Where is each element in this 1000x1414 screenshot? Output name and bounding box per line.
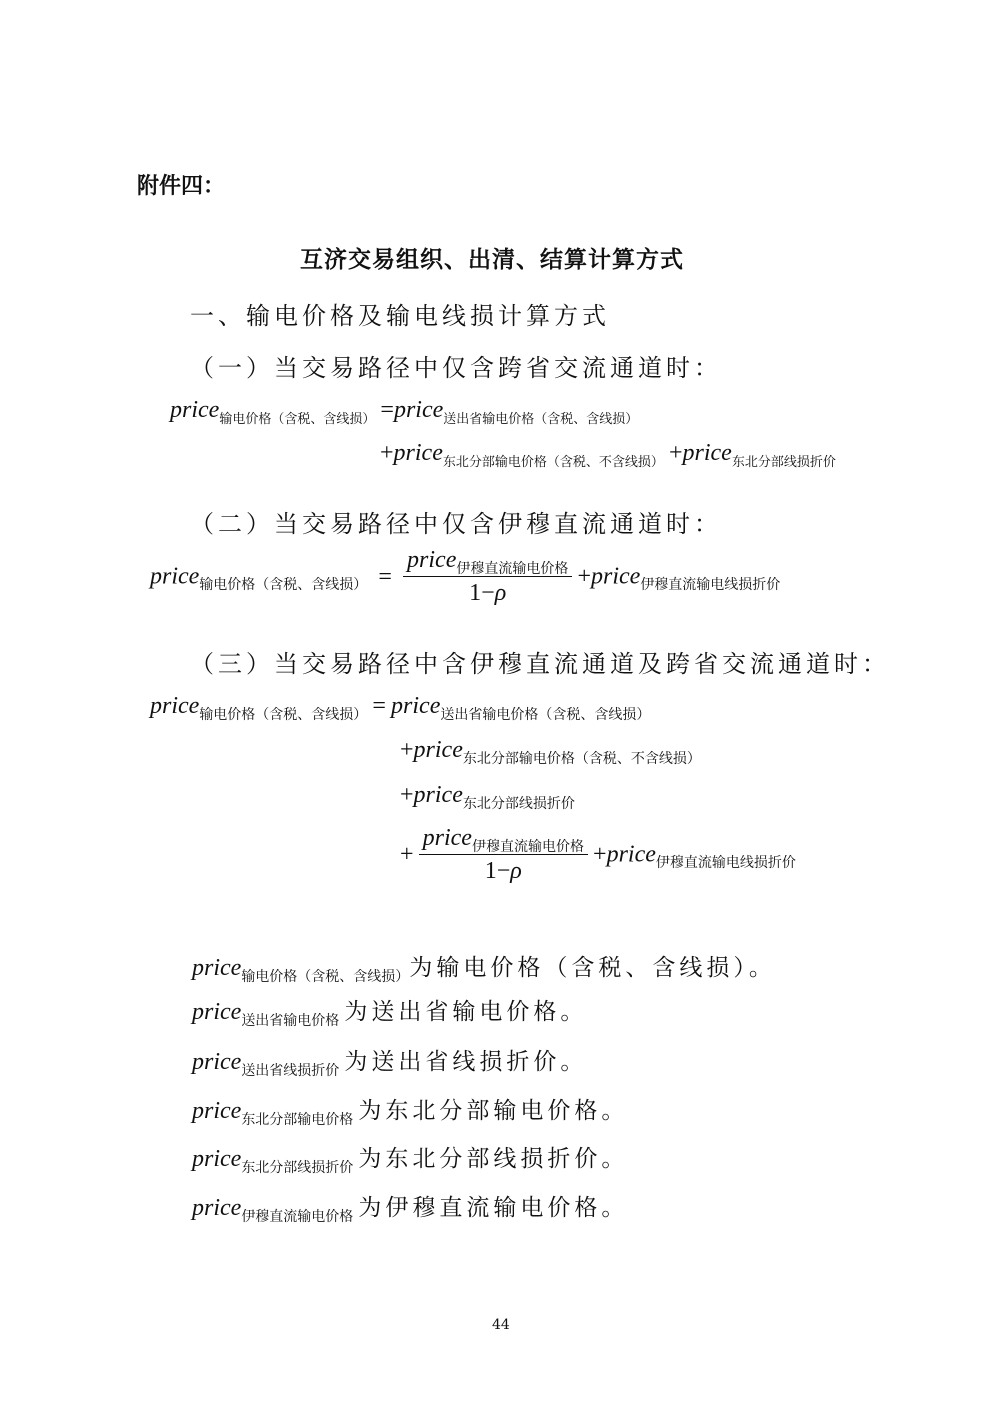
price-symbol: price bbox=[192, 1098, 242, 1124]
fraction bbox=[403, 548, 572, 605]
denominator-rho: ρ bbox=[494, 580, 507, 606]
definition-3 bbox=[192, 1049, 588, 1079]
subscript: 送出省线损折价 bbox=[241, 1063, 340, 1079]
document-title: 互济交易组织、出清、结算计算方式 bbox=[300, 247, 684, 273]
definition-text: 为送出省输电价格。 bbox=[344, 999, 588, 1025]
price-symbol: price bbox=[150, 563, 200, 590]
plus-sign: + bbox=[400, 737, 414, 763]
subscript: 输电价格（含税、含线损） bbox=[199, 576, 368, 593]
subscript: 伊穆直流输电线损折价 bbox=[655, 854, 796, 871]
denominator-minus: − bbox=[496, 858, 511, 884]
subscript: 送出省输电价格（含税、含线损） bbox=[440, 707, 651, 723]
price-symbol: price bbox=[413, 782, 463, 808]
plus-sign: + bbox=[593, 841, 607, 868]
formula-1-line-2 bbox=[380, 440, 836, 470]
subscript: 伊穆直流输电线损折价 bbox=[640, 576, 781, 593]
subscript: 东北分部输电价格（含税、不含线损） bbox=[442, 455, 664, 470]
equals-sign: = bbox=[378, 563, 392, 590]
subscript: 送出省输电价格 bbox=[241, 1013, 340, 1029]
definition-6 bbox=[192, 1195, 629, 1225]
formula-3-line-4 bbox=[400, 826, 796, 883]
price-symbol: price bbox=[606, 841, 656, 868]
subscript: 输电价格（含税、含线损） bbox=[241, 969, 410, 985]
formula-1-line-1 bbox=[170, 397, 639, 427]
price-symbol: price bbox=[591, 563, 641, 590]
definition-1 bbox=[192, 955, 776, 985]
subscript: 伊穆直流输电价格 bbox=[471, 839, 584, 855]
definition-text: 为输电价格（含税、含线损）。 bbox=[409, 955, 776, 981]
section-heading-1: 一、输电价格及输电线损计算方式 bbox=[190, 302, 610, 330]
definition-2 bbox=[192, 999, 588, 1029]
plus-sign: + bbox=[400, 782, 414, 808]
definition-text: 为东北分部输电价格。 bbox=[358, 1098, 629, 1124]
price-symbol: price bbox=[393, 440, 443, 466]
definition-text: 为东北分部线损折价。 bbox=[358, 1146, 629, 1172]
equals-sign: = bbox=[380, 397, 394, 423]
page-number: 44 bbox=[492, 1317, 510, 1333]
subscript: 东北分部线损折价 bbox=[241, 1160, 354, 1176]
price-symbol: price bbox=[391, 693, 441, 719]
subscript: 东北分部输电价格（含税、不含线损） bbox=[462, 751, 701, 767]
price-symbol: price bbox=[192, 1049, 242, 1075]
definition-4 bbox=[192, 1098, 629, 1128]
formula-2 bbox=[150, 548, 780, 605]
fraction bbox=[419, 826, 588, 883]
definition-text: 为送出省线损折价。 bbox=[344, 1049, 588, 1075]
plus-sign: + bbox=[577, 563, 591, 590]
subscript: 伊穆直流输电价格 bbox=[241, 1209, 354, 1225]
formula-3-line-1 bbox=[150, 693, 651, 723]
definition-5 bbox=[192, 1146, 629, 1176]
case-2-heading: （二）当交易路径中仅含伊穆直流通道时： bbox=[190, 510, 722, 538]
definition-text: 为伊穆直流输电价格。 bbox=[358, 1195, 629, 1221]
price-symbol: price bbox=[192, 1195, 242, 1221]
denominator-one: 1 bbox=[484, 858, 497, 884]
denominator-minus: − bbox=[481, 580, 495, 606]
price-symbol: price bbox=[393, 397, 444, 423]
formula-3-line-3 bbox=[400, 782, 575, 812]
price-symbol: price bbox=[422, 825, 472, 851]
formula-3-line-2 bbox=[400, 737, 701, 767]
plus-sign: + bbox=[400, 841, 414, 868]
case-1-heading: （一）当交易路径中仅含跨省交流通道时： bbox=[190, 354, 722, 382]
denominator-rho: ρ bbox=[510, 858, 522, 884]
equals-sign: = bbox=[372, 693, 386, 719]
price-symbol: price bbox=[192, 955, 242, 981]
denominator-one: 1 bbox=[469, 580, 482, 606]
price-symbol: price bbox=[682, 440, 732, 466]
price-symbol: price bbox=[150, 693, 200, 719]
subscript: 东北分部输电价格 bbox=[241, 1112, 354, 1128]
case-3-heading: （三）当交易路径中含伊穆直流通道及跨省交流通道时： bbox=[190, 650, 890, 678]
subscript: 送出省输电价格（含税、含线损） bbox=[443, 412, 639, 427]
subscript: 输电价格（含税、含线损） bbox=[199, 707, 368, 723]
subscript: 东北分部线损折价 bbox=[731, 455, 836, 470]
price-symbol: price bbox=[170, 397, 220, 423]
attachment-label: 附件四： bbox=[137, 174, 226, 199]
subscript: 输电价格（含税、含线损） bbox=[219, 412, 376, 427]
subscript: 伊穆直流输电价格 bbox=[456, 561, 569, 577]
plus-sign: + bbox=[380, 440, 394, 466]
price-symbol: price bbox=[407, 547, 457, 573]
plus-sign: + bbox=[668, 440, 683, 466]
price-symbol: price bbox=[413, 737, 463, 763]
price-symbol: price bbox=[192, 999, 242, 1025]
price-symbol: price bbox=[192, 1146, 242, 1172]
subscript: 东北分部线损折价 bbox=[462, 796, 575, 812]
